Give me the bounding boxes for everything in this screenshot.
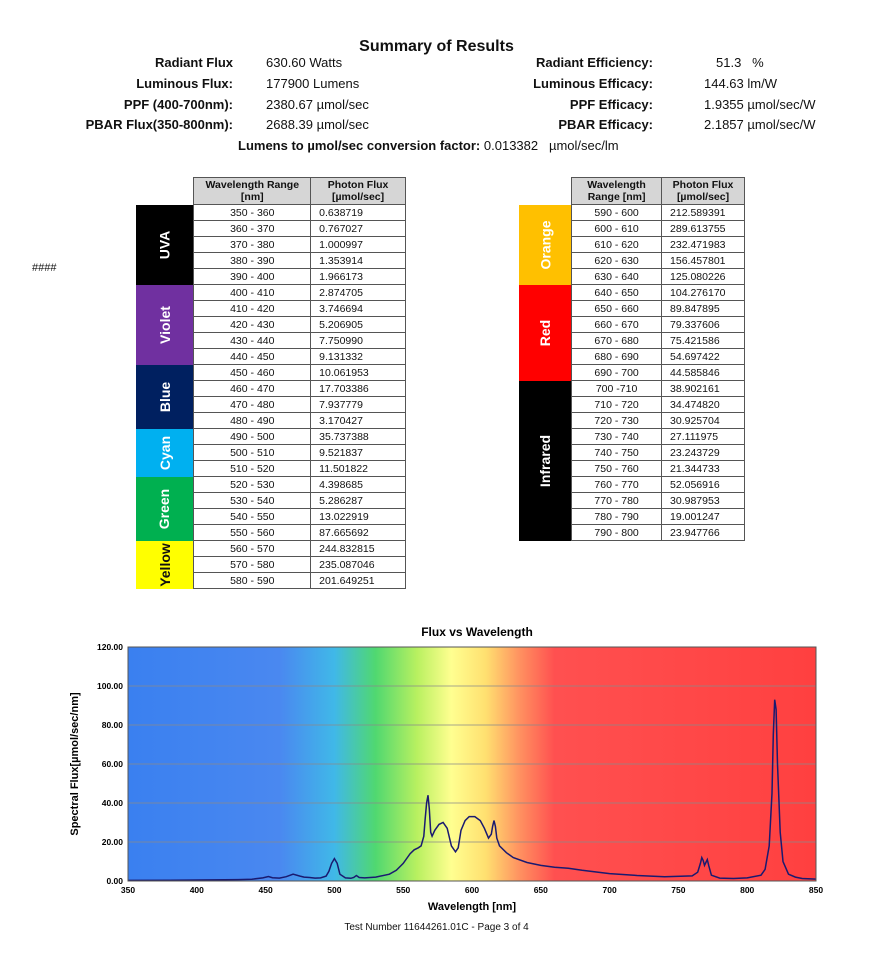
- band-blue: [136, 365, 194, 429]
- summary-value-ppf: 2380.67 µmol/sec: [266, 97, 369, 112]
- y-tick-label: 80.00: [101, 720, 123, 730]
- band-cyan: [136, 429, 194, 477]
- photon-flux-cell: 23.243729: [662, 445, 745, 461]
- y-tick-label: 60.00: [101, 759, 123, 769]
- y-tick-label: 40.00: [101, 798, 123, 808]
- photon-flux-cell: 11.501822: [311, 461, 406, 477]
- page-footer: Test Number 11644261.01C - Page 3 of 4: [344, 922, 529, 933]
- band-uva: [136, 205, 194, 285]
- photon-flux-cell: 79.337606: [662, 317, 745, 333]
- wavelength-range-cell: 730 - 740: [572, 429, 662, 445]
- wavelength-range-cell: 570 - 580: [194, 557, 311, 573]
- wavelength-range-cell: 660 - 670: [572, 317, 662, 333]
- wavelength-range-cell: 700 -710: [572, 381, 662, 397]
- band-label: UVA: [156, 230, 173, 259]
- photon-flux-cell: 30.987953: [662, 493, 745, 509]
- photon-flux-cell: 21.344733: [662, 461, 745, 477]
- photon-flux-cell: 87.665692: [311, 525, 406, 541]
- wavelength-range-cell: 520 - 530: [194, 477, 311, 493]
- wavelength-range-cell: 590 - 600: [572, 205, 662, 221]
- wavelength-range-cell: 790 - 800: [572, 525, 662, 541]
- wavelength-range-cell: 440 - 450: [194, 349, 311, 365]
- band-violet: [136, 285, 194, 365]
- x-axis-ticks: [121, 885, 823, 895]
- band-yellow: [136, 541, 194, 589]
- band-orange: [519, 205, 572, 285]
- table-row: [136, 541, 406, 557]
- summary-label-radiant-efficiency: Radiant Efficiency:: [535, 55, 653, 70]
- wavelength-range-cell: 650 - 660: [572, 301, 662, 317]
- wavelength-range-cell: 560 - 570: [194, 541, 311, 557]
- summary-value-luminous-efficacy: 144.63 lm/W: [704, 76, 777, 91]
- wavelength-range-cell: 740 - 750: [572, 445, 662, 461]
- summary-label-ppf-efficacy: PPF Efficacy:: [569, 97, 653, 112]
- photon-flux-cell: 125.080226: [662, 269, 745, 285]
- wavelength-range-cell: 490 - 500: [194, 429, 311, 445]
- flux-vs-wavelength-chart: [60, 620, 830, 920]
- table-row: [519, 381, 745, 397]
- left-wavelength-table: [136, 177, 406, 589]
- wavelength-range-cell: 610 - 620: [572, 237, 662, 253]
- band-label: Orange: [537, 219, 554, 270]
- photon-flux-cell: 7.750990: [311, 333, 406, 349]
- photon-flux-cell: 54.697422: [662, 349, 745, 365]
- photon-flux-cell: 89.847895: [662, 301, 745, 317]
- photon-flux-cell: 38.902161: [662, 381, 745, 397]
- y-axis-label: Spectral Flux[µmol/sec/nm]: [69, 692, 81, 836]
- summary-value-pbar-efficacy: 2.1857 µmol/sec/W: [704, 117, 816, 132]
- conversion-value: 0.013382 µmol/sec/lm: [483, 138, 619, 153]
- summary-label-pbar-efficacy: PBAR Efficacy:: [558, 117, 653, 132]
- table-row: [136, 429, 406, 445]
- photon-flux-cell: 232.471983: [662, 237, 745, 253]
- wavelength-range-cell: 370 - 380: [194, 237, 311, 253]
- band-infrared: [519, 381, 572, 541]
- summary-label-luminous-flux: Luminous Flux:: [136, 76, 233, 91]
- photon-flux-cell: 34.474820: [662, 397, 745, 413]
- band-red: [519, 285, 572, 381]
- wavelength-range-cell: 770 - 780: [572, 493, 662, 509]
- wavelength-range-cell: 510 - 520: [194, 461, 311, 477]
- summary-value-luminous-flux: 177900 Lumens: [266, 76, 360, 91]
- wavelength-range-cell: 450 - 460: [194, 365, 311, 381]
- x-tick-label: 850: [808, 885, 824, 895]
- x-axis-label: Wavelength [nm]: [427, 901, 517, 913]
- header-photon-flux: Photon Flux [µmol/sec]: [311, 178, 406, 205]
- photon-flux-cell: 9.521837: [311, 445, 406, 461]
- table-row: [136, 477, 406, 493]
- page-title: Summary of Results: [359, 38, 514, 55]
- wavelength-range-cell: 670 - 680: [572, 333, 662, 349]
- photon-flux-cell: 1.000997: [311, 237, 406, 253]
- photon-flux-cell: 9.131332: [311, 349, 406, 365]
- table-row: [136, 205, 406, 221]
- band-label: Infrared: [537, 434, 554, 487]
- photon-flux-cell: 0.767027: [311, 221, 406, 237]
- x-tick-label: 400: [189, 885, 204, 895]
- summary-label-ppf: PPF (400-700nm):: [123, 97, 233, 112]
- right-wavelength-table: [519, 177, 745, 541]
- conversion-factor: [238, 138, 619, 153]
- summary-value-radiant-efficiency: 51.3 %: [716, 55, 764, 70]
- summary-value-pbar-flux: 2688.39 µmol/sec: [266, 117, 369, 132]
- wavelength-range-cell: 470 - 480: [194, 397, 311, 413]
- wavelength-range-cell: 750 - 760: [572, 461, 662, 477]
- table-corner: [136, 178, 194, 205]
- photon-flux-cell: 4.398685: [311, 477, 406, 493]
- wavelength-range-cell: 390 - 400: [194, 269, 311, 285]
- photon-flux-cell: 13.022919: [311, 509, 406, 525]
- photon-flux-cell: 19.001247: [662, 509, 745, 525]
- wavelength-range-cell: 410 - 420: [194, 301, 311, 317]
- wavelength-range-cell: 500 - 510: [194, 445, 311, 461]
- wavelength-range-cell: 550 - 560: [194, 525, 311, 541]
- photon-flux-cell: 235.087046: [311, 557, 406, 573]
- photon-flux-cell: 23.947766: [662, 525, 745, 541]
- x-tick-label: 650: [533, 885, 548, 895]
- table-row: [519, 285, 745, 301]
- wavelength-range-cell: 360 - 370: [194, 221, 311, 237]
- photon-flux-cell: 2.874705: [311, 285, 406, 301]
- table-row: [519, 205, 745, 221]
- wavelength-range-cell: 380 - 390: [194, 253, 311, 269]
- x-tick-label: 550: [396, 885, 411, 895]
- summary-label-pbar-flux: PBAR Flux(350-800nm):: [85, 117, 233, 132]
- marker-text: ####: [32, 262, 57, 274]
- wavelength-range-cell: 690 - 700: [572, 365, 662, 381]
- photon-flux-cell: 5.286287: [311, 493, 406, 509]
- photon-flux-cell: 35.737388: [311, 429, 406, 445]
- wavelength-range-cell: 630 - 640: [572, 269, 662, 285]
- wavelength-range-cell: 530 - 540: [194, 493, 311, 509]
- photon-flux-cell: 0.638719: [311, 205, 406, 221]
- y-tick-label: 0.00: [106, 876, 123, 886]
- photon-flux-cell: 289.613755: [662, 221, 745, 237]
- summary-value-ppf-efficacy: 1.9355 µmol/sec/W: [704, 97, 816, 112]
- photon-flux-cell: 104.276170: [662, 285, 745, 301]
- photon-flux-cell: 5.206905: [311, 317, 406, 333]
- wavelength-range-cell: 620 - 630: [572, 253, 662, 269]
- photon-flux-cell: 1.353914: [311, 253, 406, 269]
- band-label: Violet: [156, 305, 173, 344]
- photon-flux-cell: 10.061953: [311, 365, 406, 381]
- chart-title: Flux vs Wavelength: [421, 625, 533, 639]
- band-label: Cyan: [156, 435, 173, 470]
- band-green: [136, 477, 194, 541]
- photon-flux-cell: 27.111975: [662, 429, 745, 445]
- wavelength-range-cell: 540 - 550: [194, 509, 311, 525]
- y-tick-label: 20.00: [101, 837, 123, 847]
- table-row: [136, 285, 406, 301]
- y-tick-label: 100.00: [97, 681, 123, 691]
- band-label: Yellow: [156, 542, 173, 587]
- y-axis-ticks: [97, 642, 123, 886]
- x-tick-label: 500: [327, 885, 342, 895]
- photon-flux-cell: 1.966173: [311, 269, 406, 285]
- photon-flux-cell: 3.170427: [311, 413, 406, 429]
- band-label: Red: [537, 319, 554, 346]
- wavelength-range-cell: 640 - 650: [572, 285, 662, 301]
- wavelength-range-cell: 760 - 770: [572, 477, 662, 493]
- photon-flux-cell: 75.421586: [662, 333, 745, 349]
- wavelength-range-cell: 600 - 610: [572, 221, 662, 237]
- summary-label-luminous-efficacy: Luminous Efficacy:: [533, 76, 653, 91]
- band-label: Green: [156, 488, 173, 529]
- photon-flux-cell: 3.746694: [311, 301, 406, 317]
- x-tick-label: 350: [120, 885, 136, 895]
- table-corner: [519, 178, 572, 205]
- photon-flux-cell: 52.056916: [662, 477, 745, 493]
- wavelength-range-cell: 430 - 440: [194, 333, 311, 349]
- band-label: Blue: [156, 381, 173, 412]
- conversion-label: Lumens to µmol/sec conversion factor:: [238, 138, 481, 153]
- x-tick-label: 750: [671, 885, 686, 895]
- y-tick-label: 120.00: [97, 642, 123, 652]
- wavelength-range-cell: 460 - 470: [194, 381, 311, 397]
- photon-flux-cell: 156.457801: [662, 253, 745, 269]
- photon-flux-cell: 17.703386: [311, 381, 406, 397]
- photon-flux-cell: 244.832815: [311, 541, 406, 557]
- wavelength-range-cell: 720 - 730: [572, 413, 662, 429]
- x-tick-label: 600: [464, 885, 480, 895]
- photon-flux-cell: 44.585846: [662, 365, 745, 381]
- wavelength-range-cell: 710 - 720: [572, 397, 662, 413]
- summary-label-radiant-flux: Radiant Flux: [154, 55, 233, 70]
- table-row: [136, 365, 406, 381]
- photon-flux-cell: 30.925704: [662, 413, 745, 429]
- header-wavelength: Wavelength Range [nm]: [572, 178, 662, 205]
- wavelength-range-cell: 580 - 590: [194, 573, 311, 589]
- header-wavelength: Wavelength Range [nm]: [194, 178, 311, 205]
- wavelength-range-cell: 400 - 410: [194, 285, 311, 301]
- wavelength-range-cell: 420 - 430: [194, 317, 311, 333]
- header-photon-flux: Photon Flux [µmol/sec]: [662, 178, 745, 205]
- x-tick-label: 800: [740, 885, 755, 895]
- x-tick-label: 450: [258, 885, 273, 895]
- wavelength-range-cell: 350 - 360: [194, 205, 311, 221]
- wavelength-range-cell: 680 - 690: [572, 349, 662, 365]
- wavelength-range-cell: 780 - 790: [572, 509, 662, 525]
- photon-flux-cell: 212.589391: [662, 205, 745, 221]
- summary-value-radiant-flux: 630.60 Watts: [266, 55, 343, 70]
- x-tick-label: 700: [602, 885, 617, 895]
- photon-flux-cell: 7.937779: [311, 397, 406, 413]
- wavelength-range-cell: 480 - 490: [194, 413, 311, 429]
- photon-flux-cell: 201.649251: [311, 573, 406, 589]
